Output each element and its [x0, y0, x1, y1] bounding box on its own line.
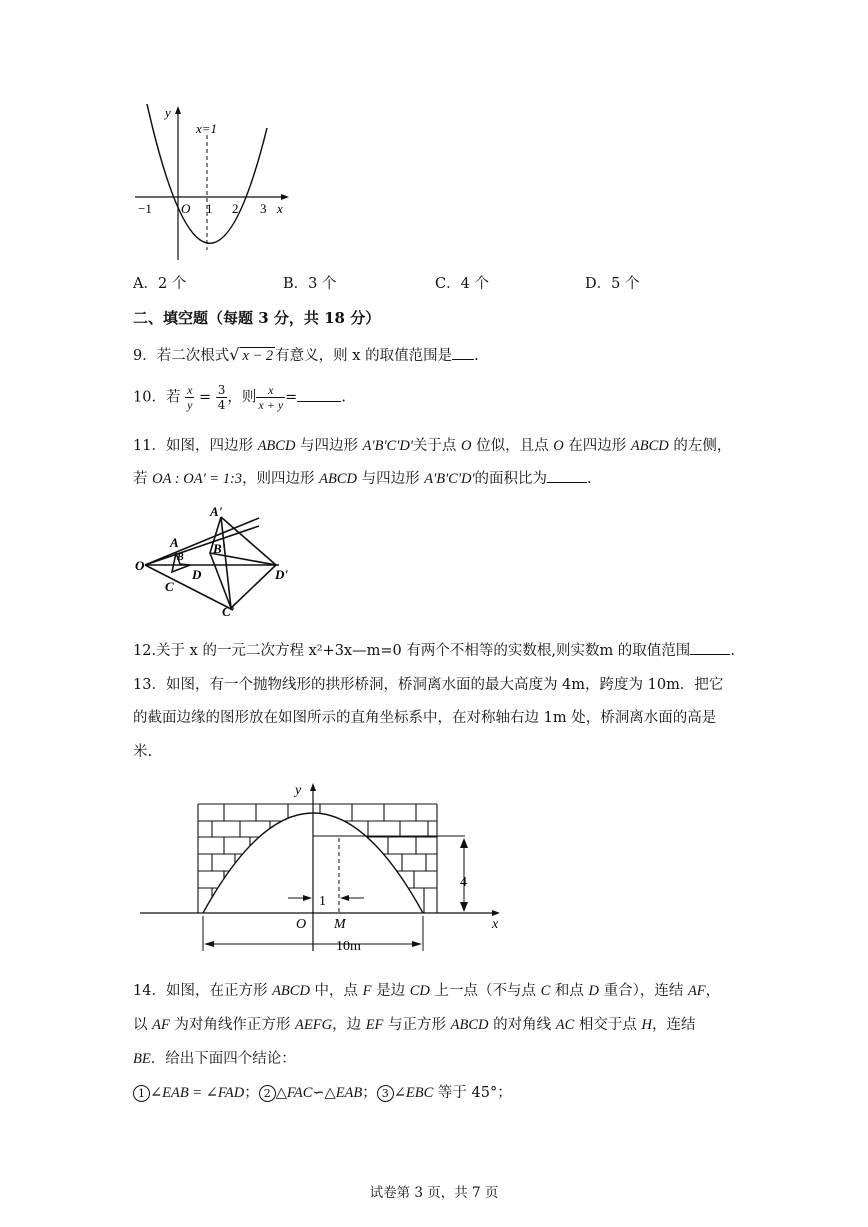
bridge-origin-label: O	[296, 917, 307, 932]
conclusion-1: ∠EAB = ∠FAD	[150, 1085, 245, 1101]
tick-origin: O	[181, 201, 191, 216]
q9-post: 有意义，则 x 的取值范围是	[275, 348, 453, 364]
span-arrow-right	[412, 941, 422, 947]
q14-text: ；	[244, 1085, 259, 1101]
q11-text: ABCD	[257, 438, 296, 454]
q10-answer-blank[interactable]	[297, 387, 341, 402]
parabola-graph	[125, 100, 295, 265]
q14-text: ，边	[332, 1017, 366, 1033]
q12-end: .	[730, 643, 735, 659]
question-14-line1	[133, 979, 720, 1000]
option-a-text: 2 个	[157, 276, 187, 292]
conclusion-3: ∠EBC	[393, 1085, 434, 1101]
x-axis-arrow	[281, 194, 289, 200]
q10-f3-den: x + y	[258, 398, 284, 412]
graph-axis-line-label: x=1	[196, 121, 218, 136]
bridge-y-arrow	[310, 783, 316, 791]
label-C: C	[165, 579, 174, 594]
q14-text: D	[588, 983, 599, 999]
q10-f1-num: x	[187, 383, 193, 397]
height-arrow-up	[460, 838, 468, 848]
q14-text: 14．如图，在正方形	[133, 983, 273, 999]
q14-text: 是边	[371, 983, 410, 999]
q11-text: 关于点	[412, 438, 462, 454]
option-c-text: 4 个	[460, 276, 489, 292]
q10-pre: 10．若	[133, 389, 181, 406]
bridge-height-label: 4	[460, 875, 467, 890]
q10-post: =	[285, 389, 298, 406]
y-axis-arrow	[175, 106, 181, 114]
q12-answer-blank[interactable]	[690, 640, 730, 655]
bridge-x-label: x	[492, 917, 499, 932]
q14-text: ；	[362, 1085, 377, 1101]
question-13-line2: 的截面边缘的图形放在如图所示的直角坐标系中，在对称轴右边 1m 处，桥洞离水面的高是	[133, 710, 717, 726]
q11-ratio: OA : OA' = 1:3	[152, 471, 243, 487]
edge-a1d1	[221, 517, 276, 565]
q10-fraction-3	[256, 383, 285, 412]
q11-text: A'B'C'D'	[362, 438, 413, 454]
q11-text: 与四边形	[295, 438, 363, 454]
option-c[interactable]	[435, 272, 489, 293]
bridge-y-label: y	[295, 783, 302, 798]
q10-fraction-1	[185, 383, 194, 412]
q14-text: 与正方形	[383, 1017, 451, 1033]
label-A: A	[170, 535, 179, 550]
q10-f2-den: 4	[217, 398, 226, 412]
ray-oc	[145, 565, 233, 610]
q14-text: 重合），连结	[598, 983, 688, 999]
bridge-1m-label: 1	[319, 894, 326, 909]
label-C1: C'	[222, 604, 235, 619]
graph-x-label: x	[277, 201, 283, 216]
q11-answer-blank[interactable]	[547, 468, 587, 483]
section2-heading: 二、填空题（每题 3 分，共 18 分）	[133, 309, 381, 327]
q14-text: AC	[555, 1017, 575, 1033]
q14-text: ABCD	[272, 983, 310, 999]
q14-text: 的对角线	[488, 1017, 556, 1033]
ray-oa	[145, 518, 259, 565]
q14-text: EF	[365, 1017, 384, 1033]
bridge-span-label: 10m	[336, 939, 361, 954]
q11-text: A'B'C'D'	[424, 471, 475, 487]
tick-2: 2	[232, 201, 239, 216]
q11-text: 与四边形	[357, 471, 425, 487]
q10-eq: =	[199, 389, 212, 406]
label-D: D	[192, 567, 202, 582]
q11-text: 在四边形	[563, 438, 631, 454]
q11-text: ABCD	[319, 471, 358, 487]
bridge-figure	[140, 776, 510, 956]
q10-fraction-2	[216, 383, 228, 412]
q11-text: .	[587, 471, 592, 487]
option-d[interactable]	[585, 272, 639, 293]
q14-text: C	[540, 983, 551, 999]
question-12	[133, 639, 735, 660]
q14-text: AF	[687, 983, 706, 999]
q9-radicand: x − 2	[242, 348, 274, 364]
q14-text: F	[362, 983, 372, 999]
height-arrow-down	[460, 902, 468, 912]
q14-text: 相交于点	[574, 1017, 642, 1033]
conclusion-3-tail: 等于 45°；	[433, 1085, 512, 1101]
label-B: B	[177, 552, 184, 563]
q14-text: ．给出下面四个结论：	[150, 1051, 296, 1067]
conclusion-1-number: 1	[133, 1085, 150, 1102]
q11-text: 的左侧，	[668, 438, 732, 454]
q10-mid: ，则	[227, 389, 257, 406]
q14-text: CD	[409, 983, 430, 999]
q9-answer-blank[interactable]	[452, 345, 474, 360]
option-b[interactable]	[283, 272, 337, 293]
question-13-line1: 13．如图，有一个抛物线形的拱形桥洞，桥洞离水面的最大高度为 4m，跨度为 10m．把它	[133, 677, 724, 693]
question-10	[133, 383, 346, 412]
option-b-text: 3 个	[308, 276, 337, 292]
label-D1: D'	[275, 567, 288, 582]
question-9: 9．若二次根式√ x − 2 有意义，则 x 的取值范围是 .	[133, 345, 479, 364]
conclusion-2: △FAC∽△EAB	[275, 1085, 363, 1101]
q11-text: 11．如图，四边形	[133, 438, 258, 454]
q14-text: 和点	[550, 983, 589, 999]
tick-neg1: −1	[138, 201, 152, 216]
option-b-letter: B．	[283, 276, 309, 292]
option-d-text: 5 个	[611, 276, 640, 292]
option-a[interactable]	[133, 272, 186, 293]
q12-text: 12.关于 x 的一元二次方程 x²+3x—m=0 有两个不相等的实数根,则实数m 的取值范围	[133, 643, 691, 659]
q9-end: .	[474, 348, 479, 364]
question-14-line2	[133, 1013, 695, 1034]
label-B1: B'	[213, 541, 226, 556]
q11-text: 位似，且点	[471, 438, 554, 454]
q14-text: ABCD	[450, 1017, 489, 1033]
homothety-figure	[133, 498, 303, 620]
bridge-x-arrow	[492, 910, 500, 916]
q14-text: ，	[705, 983, 721, 999]
q10-f2-num: 3	[217, 383, 226, 397]
page-footer: 试卷第 3 页，共 7 页	[369, 1185, 499, 1201]
span-arrow-left	[204, 941, 214, 947]
tick-1: 1	[206, 201, 213, 216]
option-a-letter: A．	[133, 276, 158, 292]
tick-3: 3	[260, 201, 267, 216]
conclusion-2-number: 2	[259, 1085, 276, 1102]
question-11-line1	[133, 434, 731, 455]
bridge-m-label: M	[334, 917, 346, 932]
q11-text: O	[553, 438, 564, 454]
q14-text: ，连结	[651, 1017, 696, 1033]
q11-text: ABCD	[630, 438, 669, 454]
q14-text: 上一点（不与点	[429, 983, 541, 999]
question-11-line2	[133, 467, 592, 488]
q9-pre: 9．若二次根式	[133, 348, 230, 364]
q11-text: 的面积比为	[474, 471, 548, 487]
graph-y-label: y	[165, 105, 171, 120]
q10-f3-num: x	[256, 383, 285, 398]
q11-text: 若	[133, 471, 153, 487]
q14-text: AF	[152, 1017, 170, 1033]
q11-text: O	[461, 438, 472, 454]
q14-text: BE	[133, 1051, 151, 1067]
conclusion-3-number: 3	[377, 1085, 394, 1102]
question-14-line3	[133, 1047, 296, 1068]
q10-f1-den: y	[187, 398, 193, 412]
q14-text: H	[641, 1017, 652, 1033]
q14-text: 中，点	[309, 983, 363, 999]
option-d-letter: D．	[585, 276, 612, 292]
q14-text: 以	[133, 1017, 153, 1033]
q14-text: AEFG	[295, 1017, 333, 1033]
question-13-line3: 米.	[133, 744, 153, 760]
q11-text: ，则四边形	[242, 471, 320, 487]
q14-text: 为对角线作正方形	[169, 1017, 296, 1033]
option-c-letter: C．	[435, 276, 461, 292]
label-A1: A'	[210, 504, 223, 519]
question-14-conclusions	[133, 1081, 512, 1102]
q10-end: .	[341, 389, 346, 406]
label-O: O	[135, 558, 145, 573]
